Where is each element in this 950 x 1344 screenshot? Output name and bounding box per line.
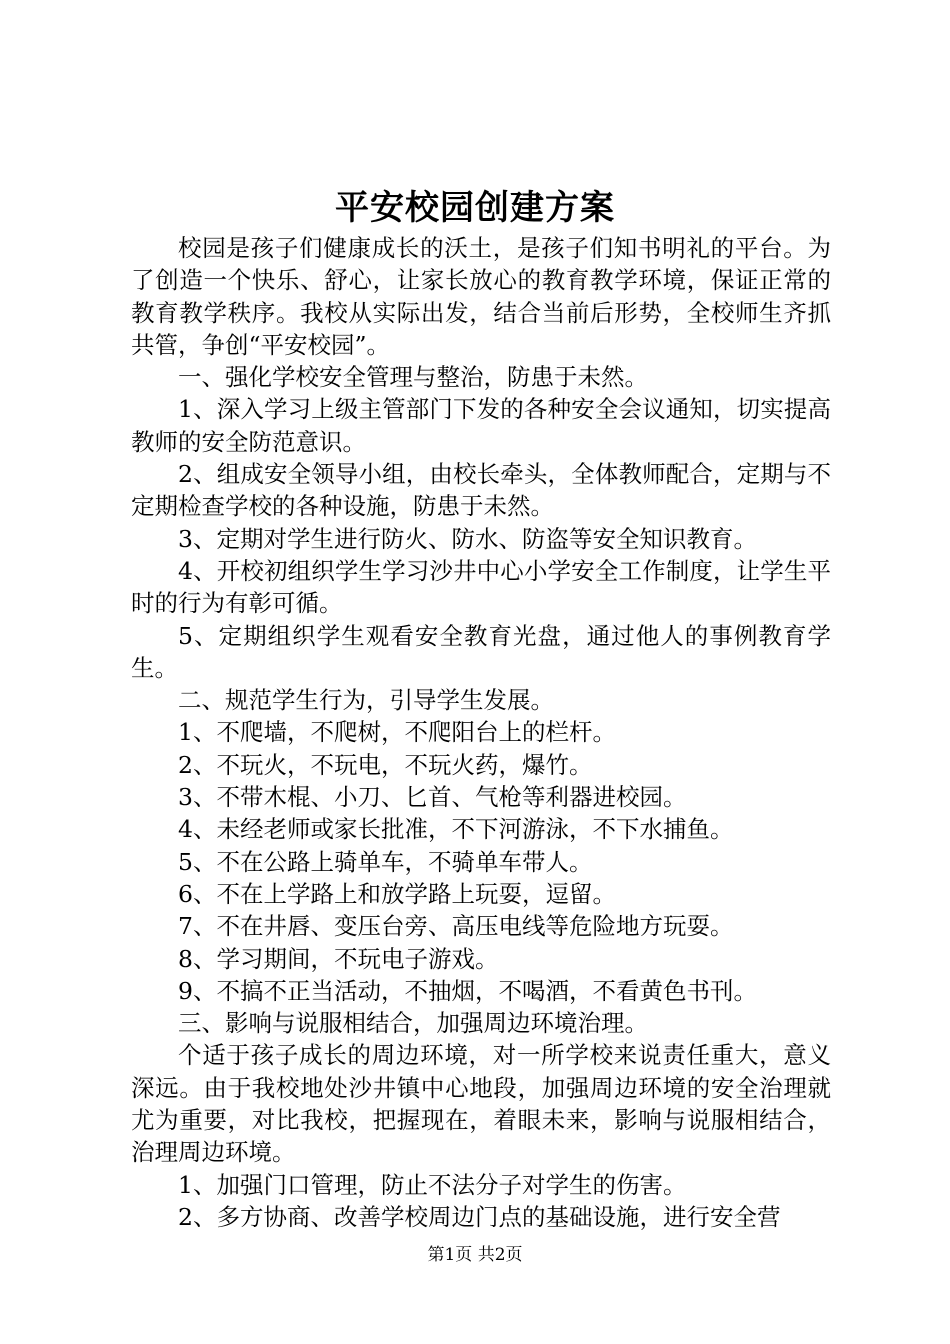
list-item: 5、定期组织学生观看安全教育光盘，通过他人的事例教育学生。	[131, 621, 831, 682]
section-heading-2: 二、规范学生行为，引导学生发展。	[178, 686, 554, 715]
list-item: 3、不带木棍、小刀、匕首、气枪等利器进校园。	[178, 783, 687, 812]
list-item: 1、深入学习上级主管部门下发的各种安全会议通知，切实提高教师的安全防范意识。	[131, 395, 831, 456]
list-item: 6、不在上学路上和放学路上玩耍，逗留。	[178, 879, 616, 908]
list-item: 1、加强门口管理，防止不法分子对学生的伤害。	[178, 1170, 687, 1199]
list-item: 9、不搞不正当活动，不抽烟，不喝酒，不看黄色书刊。	[178, 976, 757, 1005]
section-heading-3: 三、影响与说服相结合，加强周边环境治理。	[178, 1009, 648, 1038]
document-title: 平安校园创建方案	[335, 188, 615, 228]
list-item: 1、不爬墙，不爬树，不爬阳台上的栏杆。	[178, 718, 616, 747]
paragraph-intro: 校园是孩子们健康成长的沃土，是孩子们知书明礼的平台。为了创造一个快乐、舒心，让家长放心的教育教学环境，保证正常的教育教学秩序。我校从实际出发，结合当前后形势，全校师生齐抓共管，争创“平安校园”。	[131, 234, 831, 359]
list-item: 2、不玩火，不玩电，不玩火药，爆竹。	[178, 750, 593, 779]
list-item: 3、定期对学生进行防火、防水、防盗等安全知识教育。	[178, 524, 757, 553]
list-item: 2、组成安全领导小组，由校长牵头，全体教师配合，定期与不定期检查学校的各种设施，防患于未然。	[131, 460, 831, 521]
list-item: 2、多方协商、改善学校周边门点的基础设施，进行安全营	[178, 1202, 781, 1231]
section-heading-1: 一、强化学校安全管理与整治，防患于未然。	[178, 363, 648, 392]
document-body	[131, 232, 831, 1233]
paragraph-environment: 个适于孩子成长的周边环境，对一所学校来说责任重大，意义深远。由于我校地处沙井镇中心地段，加强周边环境的安全治理就尤为重要，对比我校，把握现在，着眼未来，影响与说服相结合，治理周边环境。	[131, 1041, 831, 1167]
list-item: 7、不在井唇、变压台旁、高压电线等危险地方玩耍。	[178, 912, 734, 941]
list-item: 4、未经老师或家长批准，不下河游泳，不下水捕鱼。	[178, 815, 734, 844]
page-footer: 第1页 共2页	[427, 1245, 523, 1265]
list-item: 5、不在公路上骑单车，不骑单车带人。	[178, 847, 593, 876]
list-item: 8、学习期间，不玩电子游戏。	[178, 944, 499, 973]
list-item: 4、开校初组织学生学习沙井中心小学安全工作制度，让学生平时的行为有彰可循。	[131, 556, 831, 618]
